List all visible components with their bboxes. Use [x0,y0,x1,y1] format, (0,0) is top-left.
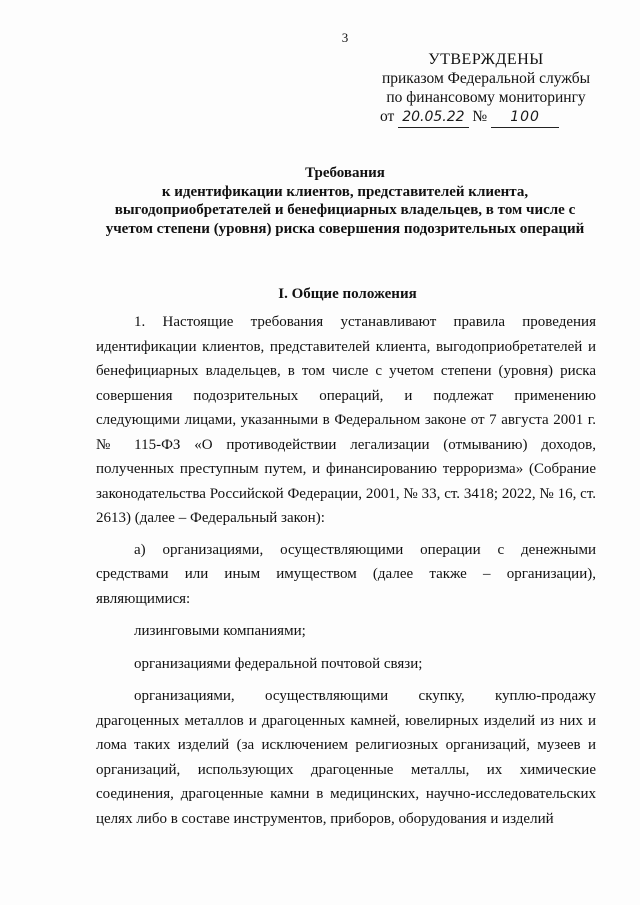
paragraph-5: организациями, осуществляющими скупку, куплю-продажу драгоценных металлов и драгоценных камней, ювелирных изделий из них и лома таких изделий (за исключением религиозных организаций, музеев и организаций, использующих драгоценные металлы, их химические соединения, драгоценные камни в медицинских, научно-исследовательских целях либо в составе инструментов, приборов, оборудования и изделий [96,688,596,827]
section-heading: I. Общие положения [278,286,417,302]
approval-stamp-block [370,50,602,128]
title-line-3: выгодоприобретателей и бенефициарных владельцев, в том числе с [114,202,576,218]
page-number: 3 [341,30,349,45]
paragraph-3: лизинговыми компаниями; [134,623,306,639]
title-line-2: к идентификации клиентов, представителей клиента, [161,183,529,200]
approval-line-2: по финансовому мониторингу [386,89,586,106]
approval-heading: УТВЕРЖДЕНЫ [428,51,544,68]
approval-number-handwritten: 100 [491,108,559,128]
approval-date-handwritten: 20.05.22 [398,108,468,128]
paragraph-2: а) организациями, осуществляющими операции с денежными средствами или иным имуществом (далее также – организации), являющимися: [96,541,596,607]
body-text [96,310,596,831]
approval-number-label: № [472,108,488,125]
paragraph-4: организациями федеральной почтовой связи; [134,655,423,672]
document-title [60,164,630,238]
title-line-4: учетом степени (уровня) риска совершения подозрительных операций [105,220,585,237]
approval-order-line [370,107,602,128]
approval-from-label: от [380,108,395,125]
title-line-1: Требования [305,165,385,181]
paragraph-1: 1. Настоящие требования устанавливают правила проведения идентификации клиентов, представителей клиента, выгодоприобретателей и бенефициарных владельцев, в том числе с учетом степени (уровня) риска совершения подозрительных операций, и подлежат применению следующими лицами, указанными в Федеральном законе от 7 августа 2001 г. № 115-ФЗ «О противодействии легализации (отмыванию) доходов, полученных преступным путем, и финансированию терроризма» (Собрание законодательства Российской Федерации, 2001, № 33, ст. 3418; 2022, № 16, ст. 2613) (далее – Федеральный закон): [96,314,596,526]
approval-line-1: приказом Федеральной службы [381,70,591,87]
